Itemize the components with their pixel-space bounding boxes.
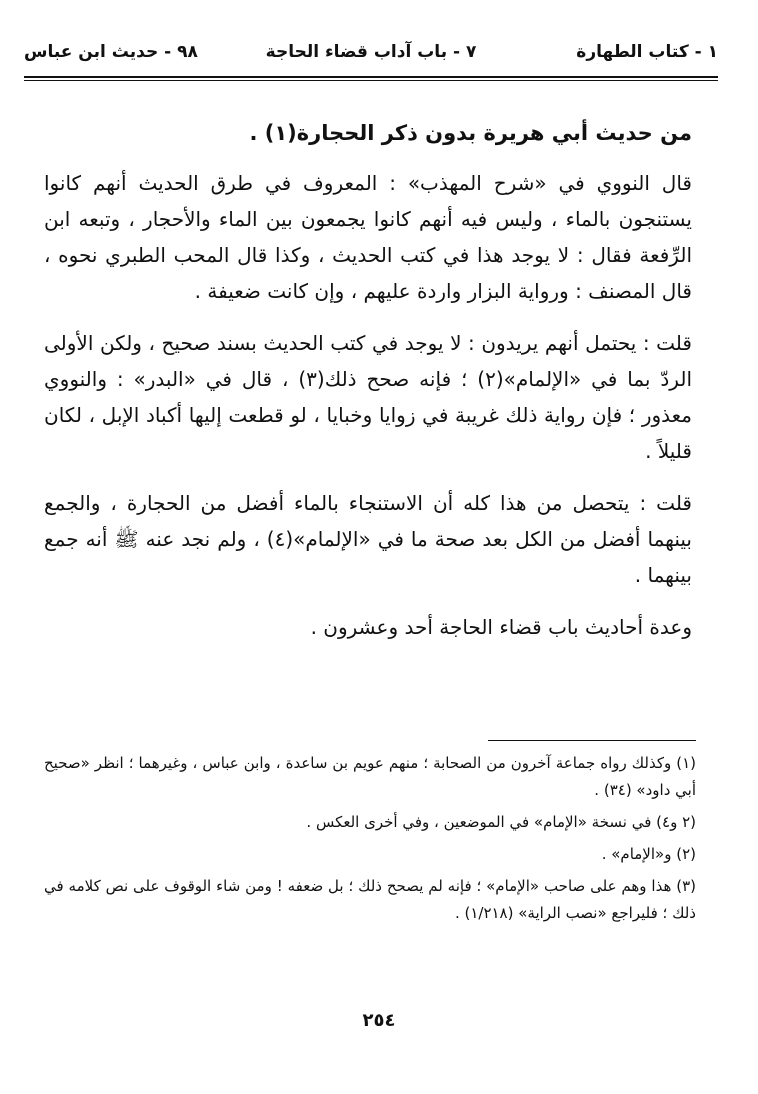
paragraph: وعدة أحاديث باب قضاء الحاجة أحد وعشرون . <box>310 615 692 639</box>
paragraph: قال النووي في «شرح المهذب» : المعروف في طرق الحديث أنهم كانوا يستنجون بالماء ، وليس فيه أنهم كانوا يجمعون بين الماء والأحجار ، وتبعه ابن الرِّفعة فقال : لا يوجد هذا في كتب الحديث ، وكذا قال المحب الطبري نحوه ، قال المصنف : ورواية البزار واردة عليهم ، وإن كانت ضعيفة . <box>44 171 692 303</box>
main-text <box>44 115 692 661</box>
footnote: (٢) و«الإمام» . <box>601 845 696 863</box>
footnote: (٣) هذا وهم على صاحب «الإمام» ؛ فإنه لم يصحح ذلك ؛ بل ضعفه ! ومن شاء الوقوف على نص كلامه في ذلك ؛ فليراجع «نصب الراية» (١/٢١٨) . <box>44 877 696 922</box>
header-book-title: ١ - كتاب الطهارة <box>576 42 718 62</box>
running-header <box>24 42 718 74</box>
footnote: (٢ و٤) في نسخة «الإمام» في الموضعين ، وفي أخرى العكس . <box>306 813 696 831</box>
page-number: ٢٥٤ <box>362 1010 396 1031</box>
header-hadith-title: ٩٨ - حديث ابن عباس <box>24 42 198 62</box>
footnote-divider <box>488 740 696 741</box>
paragraph: قلت : يحتمل أنهم يريدون : لا يوجد في كتب الحديث بسند صحيح ، ولكن الأولى الردّ بما في «الإلمام»(٢) ؛ فإنه صحح ذلك(٣) ، قال في «البدر» : والنووي معذور ؛ فإن رواية ذلك غريبة في زوايا وخبايا ، لو قطعت إليها أكباد الإبل ، لكان قليلاً . <box>44 331 692 463</box>
footnote: (١) وكذلك رواه جماعة آخرون من الصحابة ؛ منهم عويم بن ساعدة ، وابن عباس ، وغيرهما ؛ انظر «صحيح أبي داود» (٣٤) . <box>44 754 696 799</box>
header-chapter-title: ٧ - باب آداب قضاء الحاجة <box>265 42 477 62</box>
header-divider <box>24 76 718 81</box>
paragraph: من حديث أبي هريرة بدون ذكر الحجارة(١) . <box>249 121 692 145</box>
footnotes <box>44 750 696 932</box>
paragraph: قلت : يتحصل من هذا كله أن الاستنجاء بالماء أفضل من الحجارة ، والجمع بينهما أفضل من الكل بعد صحة ما في «الإلمام»(٤) ، ولم نجد عنه ﷺ أنه جمع بينهما . <box>44 491 692 587</box>
